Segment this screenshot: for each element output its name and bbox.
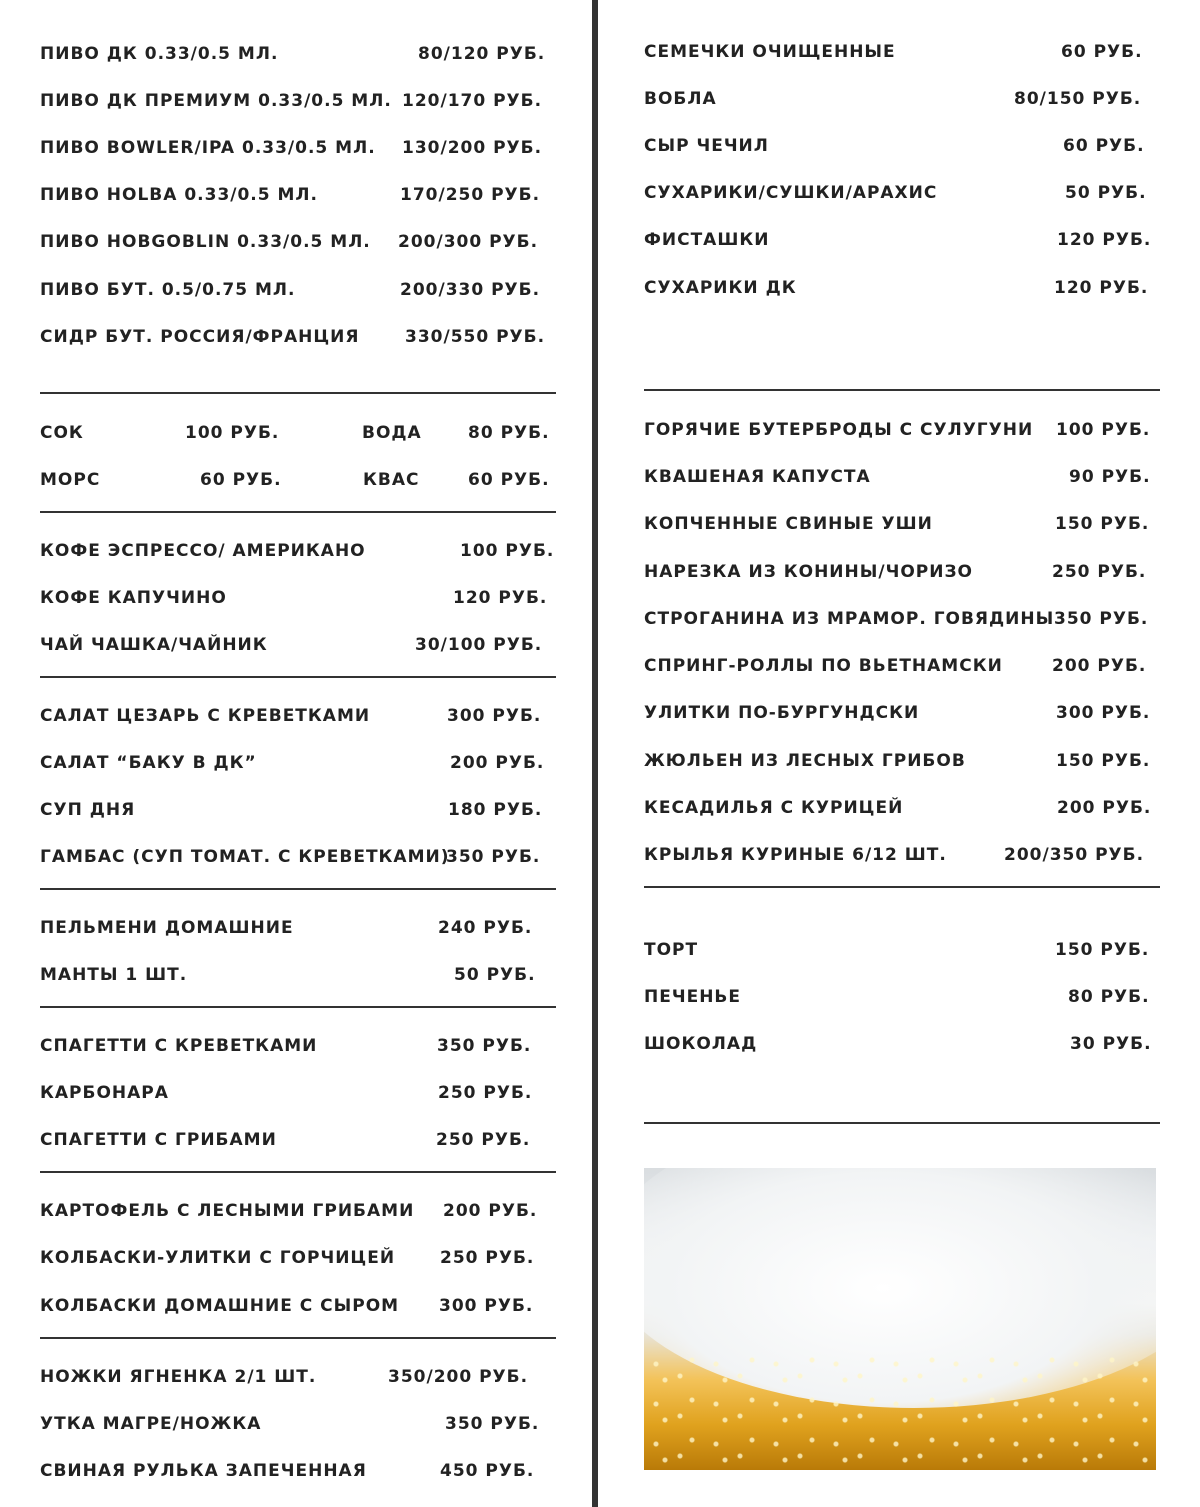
item-price: 180 РУБ. bbox=[448, 800, 543, 820]
item-price: 350 РУБ. bbox=[446, 847, 541, 867]
item-price: 120 РУБ. bbox=[453, 588, 548, 608]
item-price: 300 РУБ. bbox=[1056, 703, 1151, 723]
item-price: 350 РУБ. bbox=[437, 1036, 532, 1056]
item-price: 100 РУБ. bbox=[185, 423, 280, 443]
item-price: 200/300 РУБ. bbox=[398, 232, 539, 252]
item-price: 120 РУБ. bbox=[1054, 278, 1149, 298]
item-name: УЛИТКИ ПО-БУРГУНДСКИ bbox=[644, 703, 920, 723]
item-price: 300 РУБ. bbox=[439, 1296, 534, 1316]
item-name: ПЕЛЬМЕНИ ДОМАШНИЕ bbox=[40, 918, 294, 938]
item-price: 50 РУБ. bbox=[454, 965, 536, 985]
item-price: 150 РУБ. bbox=[1056, 751, 1151, 771]
item-price: 120/170 РУБ. bbox=[402, 91, 543, 111]
item-price: 80/150 РУБ. bbox=[1014, 89, 1142, 109]
item-name: ПИВО HOLBA 0.33/0.5 МЛ. bbox=[40, 185, 319, 205]
item-name: СУХАРИКИ ДК bbox=[644, 278, 797, 298]
item-name: СИДР БУТ. РОССИЯ/ФРАНЦИЯ bbox=[40, 327, 360, 347]
item-price: 90 РУБ. bbox=[1069, 467, 1151, 487]
item-name: ТОРТ bbox=[644, 940, 699, 960]
item-name: СПАГЕТТИ С КРЕВЕТКАМИ bbox=[40, 1036, 318, 1056]
item-name: СЕМЕЧКИ ОЧИЩЕННЫЕ bbox=[644, 42, 896, 62]
item-price: 150 РУБ. bbox=[1055, 514, 1150, 534]
item-name: СЫР ЧЕЧИЛ bbox=[644, 136, 769, 156]
item-name: СТРОГАНИНА ИЗ МРАМОР. ГОВЯДИНЫ bbox=[644, 609, 1055, 629]
section-rule bbox=[40, 392, 556, 394]
section-rule bbox=[40, 1337, 556, 1339]
section-rule bbox=[40, 1006, 556, 1008]
item-name: САЛАТ ЦЕЗАРЬ С КРЕВЕТКАМИ bbox=[40, 706, 371, 726]
item-price: 150 РУБ. bbox=[1055, 940, 1150, 960]
item-name: СОК bbox=[40, 423, 84, 443]
item-name: ФИСТАШКИ bbox=[644, 230, 770, 250]
item-price: 200 РУБ. bbox=[443, 1201, 538, 1221]
item-name: ПИВО BOWLER/IPA 0.33/0.5 МЛ. bbox=[40, 138, 376, 158]
section-rule bbox=[644, 389, 1160, 391]
item-name: КОФЕ КАПУЧИНО bbox=[40, 588, 227, 608]
item-name: ПИВО БУТ. 0.5/0.75 МЛ. bbox=[40, 280, 296, 300]
column-divider bbox=[592, 0, 598, 1507]
item-name: СУХАРИКИ/СУШКИ/АРАХИС bbox=[644, 183, 938, 203]
item-name: ПИВО ДК ПРЕМИУМ 0.33/0.5 МЛ. bbox=[40, 91, 392, 111]
item-price: 200/330 РУБ. bbox=[400, 280, 541, 300]
item-price: 200 РУБ. bbox=[1057, 798, 1152, 818]
item-price: 60 РУБ. bbox=[200, 470, 282, 490]
item-name: САЛАТ “БАКУ В ДК” bbox=[40, 753, 257, 773]
item-price: 250 РУБ. bbox=[436, 1130, 531, 1150]
item-name: ПЕЧЕНЬЕ bbox=[644, 987, 741, 1007]
section-rule bbox=[40, 676, 556, 678]
item-price: 50 РУБ. bbox=[1065, 183, 1147, 203]
item-price: 30 РУБ. bbox=[1070, 1034, 1152, 1054]
item-price: 80 РУБ. bbox=[468, 423, 550, 443]
item-price: 100 РУБ. bbox=[1056, 420, 1151, 440]
item-price: 80/120 РУБ. bbox=[418, 44, 546, 64]
item-name: ЧАЙ ЧАШКА/ЧАЙНИК bbox=[40, 635, 268, 655]
item-price: 350 РУБ. bbox=[445, 1414, 540, 1434]
item-name: КВАШЕНАЯ КАПУСТА bbox=[644, 467, 871, 487]
item-name: КОЛБАСКИ ДОМАШНИЕ С СЫРОМ bbox=[40, 1296, 400, 1316]
item-price: 170/250 РУБ. bbox=[400, 185, 541, 205]
item-name: КВАС bbox=[363, 470, 420, 490]
item-price: 30/100 РУБ. bbox=[415, 635, 543, 655]
item-name: НОЖКИ ЯГНЕНКА 2/1 ШТ. bbox=[40, 1367, 317, 1387]
item-price: 200 РУБ. bbox=[1052, 656, 1147, 676]
item-price: 250 РУБ. bbox=[440, 1248, 535, 1268]
item-name: ВОБЛА bbox=[644, 89, 717, 109]
item-name: ПИВО ДК 0.33/0.5 МЛ. bbox=[40, 44, 279, 64]
item-name: ШОКОЛАД bbox=[644, 1034, 758, 1054]
item-name: КОЛБАСКИ-УЛИТКИ С ГОРЧИЦЕЙ bbox=[40, 1248, 396, 1268]
section-rule bbox=[40, 1171, 556, 1173]
item-price: 120 РУБ. bbox=[1057, 230, 1152, 250]
item-price: 200 РУБ. bbox=[450, 753, 545, 773]
item-price: 200/350 РУБ. bbox=[1004, 845, 1145, 865]
item-name: КЕСАДИЛЬЯ С КУРИЦЕЙ bbox=[644, 798, 904, 818]
item-name: КОПЧЕННЫЕ СВИНЫЕ УШИ bbox=[644, 514, 933, 534]
item-name: ЖЮЛЬЕН ИЗ ЛЕСНЫХ ГРИБОВ bbox=[644, 751, 966, 771]
section-rule bbox=[644, 1122, 1160, 1124]
item-price: 130/200 РУБ. bbox=[402, 138, 543, 158]
item-name: ГАМБАС (СУП ТОМАТ. С КРЕВЕТКАМИ) bbox=[40, 847, 450, 867]
item-price: 240 РУБ. bbox=[438, 918, 533, 938]
item-name: СПРИНГ-РОЛЛЫ ПО ВЬЕТНАМСКИ bbox=[644, 656, 1003, 676]
section-rule bbox=[644, 886, 1160, 888]
item-price: 330/550 РУБ. bbox=[405, 327, 546, 347]
item-name: ГОРЯЧИЕ БУТЕРБРОДЫ С СУЛУГУНИ bbox=[644, 420, 1034, 440]
item-name: КАРБОНАРА bbox=[40, 1083, 169, 1103]
item-price: 300 РУБ. bbox=[447, 706, 542, 726]
item-price: 350 РУБ. bbox=[1054, 609, 1149, 629]
item-price: 350/200 РУБ. bbox=[388, 1367, 529, 1387]
item-name: СУП ДНЯ bbox=[40, 800, 136, 820]
item-name: ВОДА bbox=[362, 423, 422, 443]
beer-foam-photo bbox=[644, 1168, 1156, 1470]
item-name: КАРТОФЕЛЬ С ЛЕСНЫМИ ГРИБАМИ bbox=[40, 1201, 415, 1221]
item-price: 80 РУБ. bbox=[1068, 987, 1150, 1007]
item-price: 100 РУБ. bbox=[460, 541, 555, 561]
item-price: 250 РУБ. bbox=[1052, 562, 1147, 582]
item-price: 60 РУБ. bbox=[1061, 42, 1143, 62]
item-price: 450 РУБ. bbox=[440, 1461, 535, 1481]
beer-bubbles bbox=[644, 1348, 1156, 1470]
item-name: КОФЕ ЭСПРЕССО/ АМЕРИКАНО bbox=[40, 541, 366, 561]
section-rule bbox=[40, 888, 556, 890]
item-name: СВИНАЯ РУЛЬКА ЗАПЕЧЕННАЯ bbox=[40, 1461, 367, 1481]
item-price: 60 РУБ. bbox=[468, 470, 550, 490]
item-price: 250 РУБ. bbox=[438, 1083, 533, 1103]
item-name: УТКА МАГРЕ/НОЖКА bbox=[40, 1414, 262, 1434]
section-rule bbox=[40, 511, 556, 513]
item-name: ПИВО HOBGOBLIN 0.33/0.5 МЛ. bbox=[40, 232, 371, 252]
item-name: МАНТЫ 1 ШТ. bbox=[40, 965, 188, 985]
item-name: КРЫЛЬЯ КУРИНЫЕ 6/12 ШТ. bbox=[644, 845, 947, 865]
item-price: 60 РУБ. bbox=[1063, 136, 1145, 156]
item-name: СПАГЕТТИ С ГРИБАМИ bbox=[40, 1130, 277, 1150]
item-name: МОРС bbox=[40, 470, 101, 490]
item-name: НАРЕЗКА ИЗ КОНИНЫ/ЧОРИЗО bbox=[644, 562, 973, 582]
